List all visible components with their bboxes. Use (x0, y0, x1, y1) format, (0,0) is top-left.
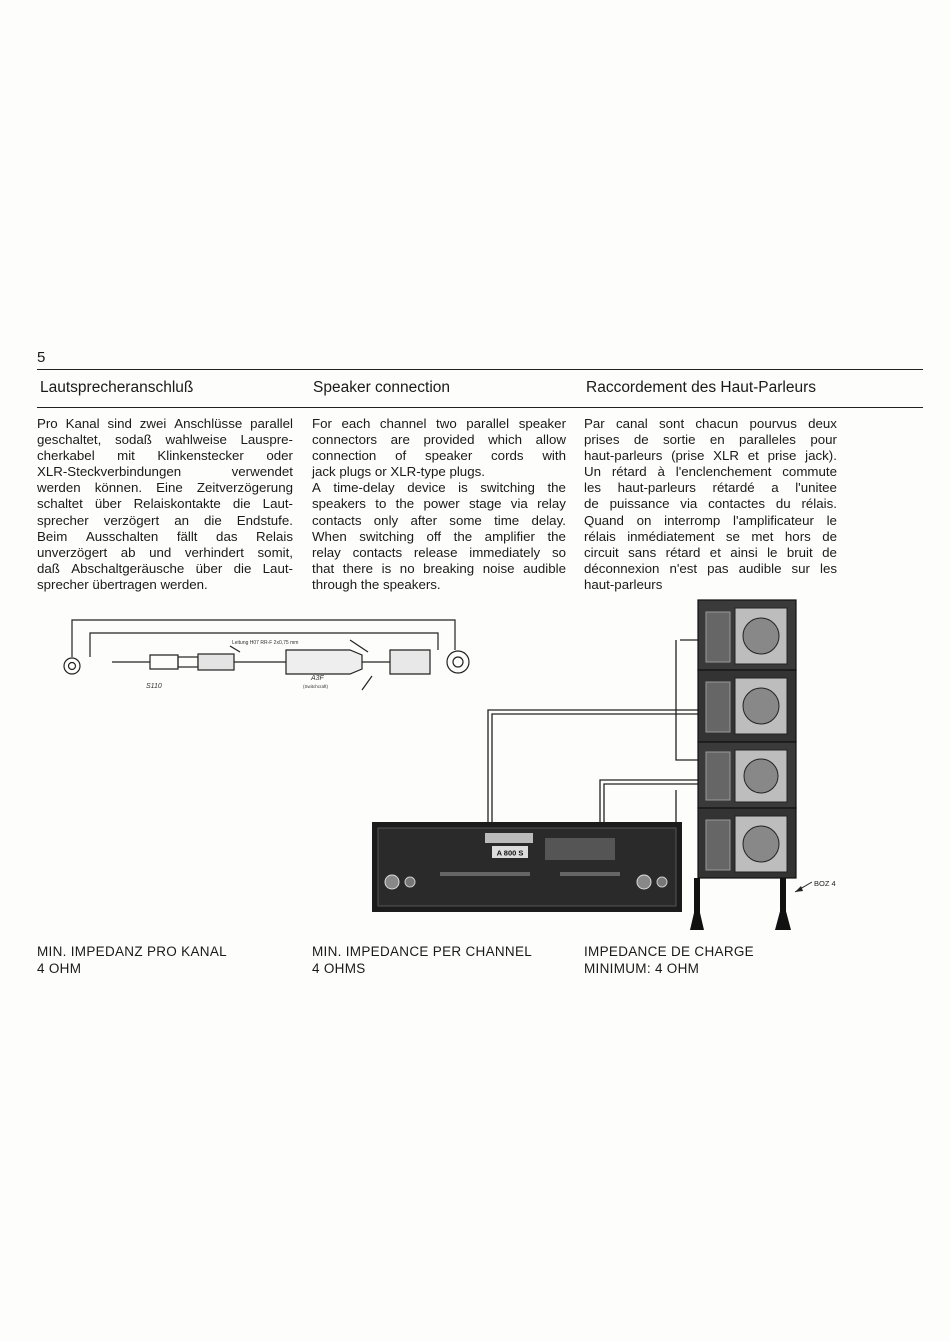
heading-german: Lautsprecheranschluß (40, 379, 194, 396)
heading-english: Speaker connection (313, 379, 451, 396)
text-line: cherkabel mit Klinkenstecker oder (37, 448, 293, 464)
text-line: relay contacts release immediately so (312, 544, 566, 560)
amp-knob-icon (385, 875, 399, 889)
text-line: unverzögert ab und verhindert somit, (37, 544, 293, 560)
output-socket-icon (64, 658, 80, 674)
impedance-line: 4 OHM (37, 960, 82, 976)
speaker-label: BOZ 4 (814, 879, 836, 888)
cable-label: Leitung H07 RR-F 2x0,75 mm (232, 640, 299, 646)
text-line: Pro Kanal sind zwei Anschlüsse parallel (37, 416, 293, 431)
text-line: connectors are provided which allow (312, 432, 566, 448)
xlr-socket-icon (447, 651, 469, 673)
impedance-english (312, 944, 532, 977)
text-line: de puissance via contactes du rélais. (584, 496, 837, 512)
text-line: For each channel two parallel speaker (312, 416, 566, 431)
text-line: sprecher übertragen werden. (37, 576, 208, 592)
text-line: haut-parleurs (584, 576, 663, 592)
text-line: geschaltet, sodaß wahlweise Lauspre- (37, 432, 293, 448)
impedance-line: IMPEDANCE DE CHARGE (584, 944, 754, 959)
impedance-german (37, 944, 227, 977)
amp-knob-icon (637, 875, 651, 889)
text-line: werden können. Eine Zeitverzögerung (37, 480, 293, 496)
impedance-line: MIN. IMPEDANZ PRO KANAL (37, 944, 227, 959)
text-line: contacts only after some time delay. (312, 512, 566, 528)
speaker-cone-icon (744, 759, 778, 793)
text-line: Par canal sont chacun pourvus deux (584, 416, 837, 431)
speaker-cone-icon (743, 688, 779, 724)
speaker-cone-icon (743, 618, 779, 654)
impedance-line: 4 OHMS (312, 960, 366, 976)
text-line: Quand on interromp l'amplificateur le (584, 512, 837, 528)
impedance-french (584, 944, 754, 977)
text-line: rélais inmédiatement se met hors de (584, 528, 837, 544)
text-line: jack plugs or XLR-type plugs. (312, 464, 485, 480)
amplifier-model: A 800 S (496, 848, 524, 858)
text-line: A time-delay device is switching the (312, 480, 566, 496)
text-line: daß Abschaltgeräusche über die Laut- (37, 560, 293, 576)
text-line: circuit sans rétard et ainsi le bruit de (584, 544, 837, 560)
text-line: prises de sortie en paralleles pour (584, 432, 837, 448)
page-number: 5 (37, 349, 46, 366)
speaker-cone-icon (743, 826, 779, 862)
text-line: through the speakers. (312, 576, 441, 592)
impedance-line: MINIMUM: 4 OHM (584, 960, 700, 976)
cable-diagram (64, 620, 469, 690)
plug-right-sublabel: (Switchcraft) (303, 684, 329, 689)
text-line: déconnexion n'est pas audible sur les (584, 560, 837, 576)
text-line: that there is no breaking noise audible (312, 560, 566, 576)
impedance-line: MIN. IMPEDANCE PER CHANNEL (312, 944, 533, 959)
text-line: sprecher verzögert an die Endstufe. (37, 512, 293, 528)
heading-french: Raccordement des Haut-Parleurs (586, 379, 817, 396)
text-line: Beim Ausschalten fällt das Relais (37, 528, 293, 544)
text-line: When switching off the amplifier the (312, 528, 566, 544)
text-line: speakers to the power stage via relay (312, 496, 566, 512)
text-line: Un rétard à l'enclenchement commute (584, 464, 837, 480)
text-line: XLR-Steckverbindungen verwendet (37, 464, 293, 480)
text-line: connection of speaker cords with (312, 448, 566, 464)
plug-right-label: A3F (311, 675, 324, 682)
text-line: haut-parleurs (prise XLR et prise jack). (584, 448, 837, 464)
text-line: les haut-parleurs rétardé a l'unitee (584, 480, 837, 496)
plug-left-label: S110 (146, 683, 162, 690)
text-line: schaltet über Relaiskontakte die Laut- (37, 496, 293, 512)
